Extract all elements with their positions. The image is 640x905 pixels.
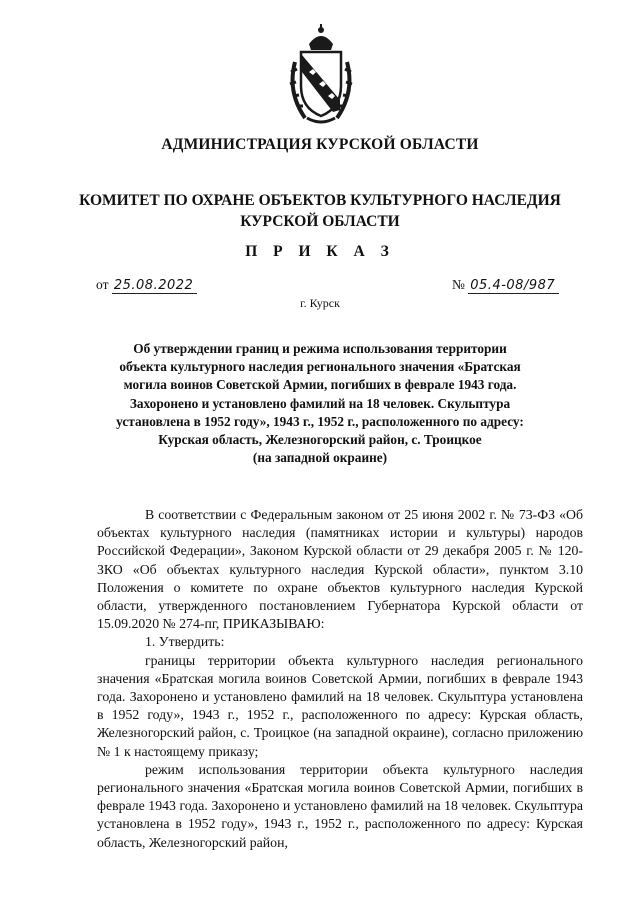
subject-line: установлена в 1952 году», 1943 г., 1952 г., расположенного по адресу:	[116, 413, 524, 429]
body-paragraph-boundaries: границы территории объекта культурного наследия регионального значения «Братская могила воинов Советской Армии, погибших в феврале 1943 года. Захоронено и установлено фамилий на 18 человек. Скульптура установлена в 1952 году», 1943 г., 1952 г., расположенного по адресу: Курская область, Железногорский район, с. Троицкое (на западной окраине), согласно приложению № 1 к настоящему приказу;	[97, 652, 583, 759]
committee-title	[0, 190, 640, 232]
administration-title: АДМИНИСТРАЦИЯ КУРСКОЙ ОБЛАСТИ	[161, 136, 479, 153]
subject-line: могила воинов Советской Армии, погибших в феврале 1943 года.	[123, 377, 517, 393]
subject-line: объекта культурного наследия регионального значения «Братская	[119, 359, 521, 375]
subject-line: Захоронено и установлено фамилий на 18 человек. Скульптура	[129, 395, 511, 411]
document-type: П Р И К А З	[245, 243, 395, 260]
body-paragraph-item1: 1. Утвердить:	[145, 634, 225, 650]
city: г. Курск	[300, 296, 340, 310]
committee-title-line2: КУРСКОЙ ОБЛАСТИ	[240, 213, 400, 230]
order-subject	[0, 340, 640, 467]
order-date	[96, 277, 197, 293]
number-value: 05.4-08/987	[468, 278, 559, 294]
number-prefix: №	[452, 277, 465, 292]
subject-line: Об утверждении границ и режима использования территории	[133, 341, 507, 356]
body-paragraph-regime: режим использования территории объекта культурного наследия регионального значения «Братская могила воинов Советской Армии, погибших в феврале 1943 года. Захоронено и установлено фамилий на 18 человек. Скульптура установлена в 1952 году», 1943 г., 1952 г., расположенного по адресу: Курская область, Железногорский район,	[97, 761, 583, 850]
body-paragraph-preamble: В соответствии с Федеральным законом от 25 июня 2002 г. № 73-ФЗ «Об объектах культурного наследия (памятниках истории и культуры) народов Российской Федерации», Законом Курской области от 29 декабря 2005 г. № 120-ЗКО «Об объектах культурного наследия Курской области», пунктом 3.10 Положения о комитете по охране объектов культурного наследия Курской области, утвержденного постановлением Губернатора Курской области от 15.09.2020 № 274-пг, ПРИКАЗЫВАЮ:	[97, 507, 583, 632]
subject-line: Курская область, Железногорский район, с. Троицкое	[158, 432, 482, 448]
date-value: 25.08.2022	[112, 278, 197, 294]
order-number	[452, 277, 559, 293]
committee-title-line1: КОМИТЕТ ПО ОХРАНЕ ОБЪЕКТОВ КУЛЬТУРНОГО НАСЛЕДИЯ	[79, 192, 561, 209]
date-prefix: от	[96, 277, 109, 292]
kursk-coat-of-arms-icon	[285, 22, 357, 126]
order-body	[97, 506, 583, 852]
subject-line: (на западной окраине)	[252, 450, 388, 466]
